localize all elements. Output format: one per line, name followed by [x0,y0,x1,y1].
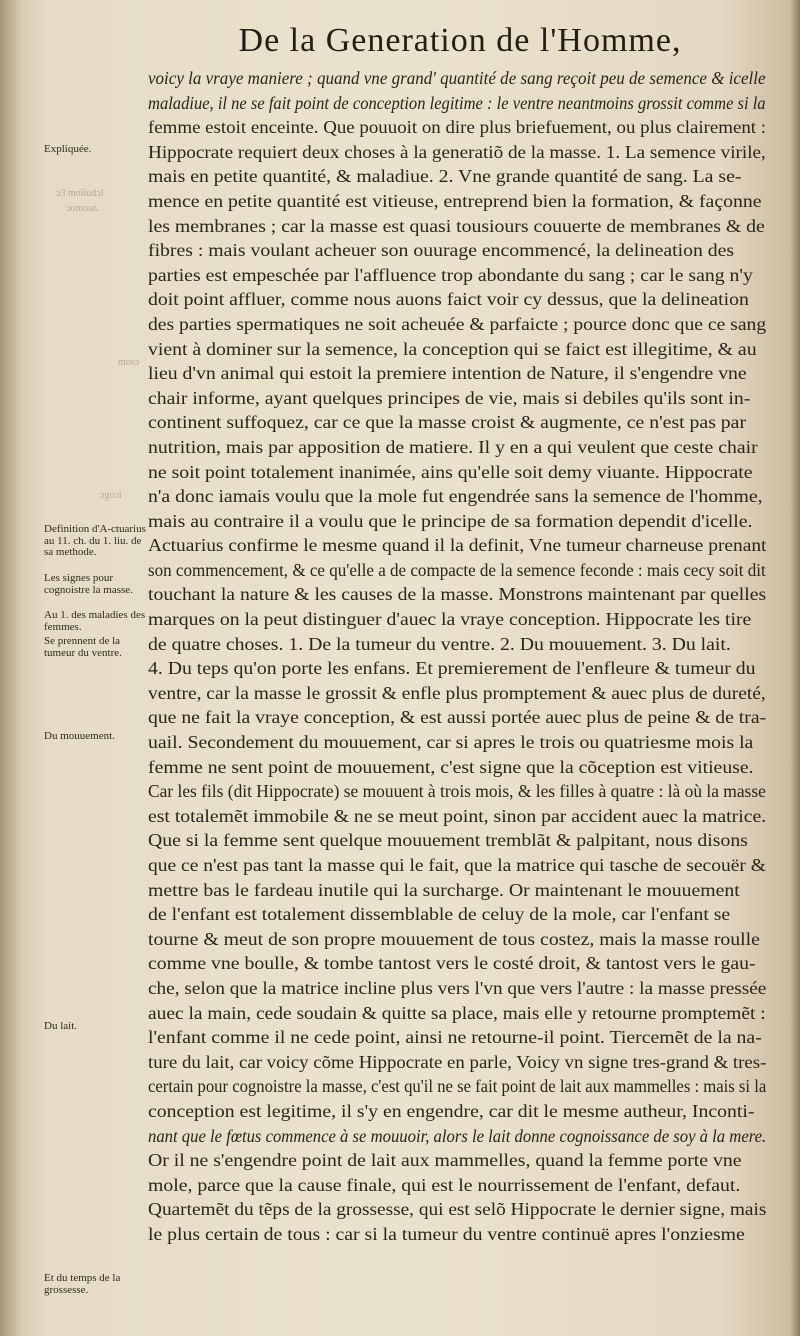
text-line: certain pour cognoistre la masse, c'est qu'il ne se fait point de lait aux mammelles : mais si la [148,1076,766,1097]
text-line: marques on la peut distinguer d'auec la vraye conception. Hippocrate les tire [148,609,752,630]
bleed-through-mark: ɔgoɔl [100,490,122,501]
text-line: femme estoit enceinte. Que pouuoit on dire plus briefuement, ou plus clairement : [148,117,767,138]
text-line: maladiue, il ne se fait point de conception legitime : le ventre neantmoins grossit comme si la [148,92,766,113]
margin-note-mouuement: Du mouuement. [44,730,115,742]
running-title: De la Generation de l'Homme, [238,22,682,59]
body-text [148,66,766,1247]
text-line: Quartemẽt du tẽps de la grossesse, qui est selõ Hippocrate le dernier signe, mais [148,1199,767,1220]
text-line: parties est empeschée par l'affluence trop abondante du sang ; car le sang n'y [148,264,753,285]
text-line: que ce n'est pas tant la masse qui le fait, que la matrice qui tasche de secouër & [148,855,766,875]
text-line: chair informe, ayant quelques principes de vie, mais si debiles qu'ils sont in- [148,387,751,408]
text-line: Car les fils (dit Hippocrate) se mouuent à trois mois, & les filles à quatre : là où la masse [148,781,766,802]
margin-note-signes: Les signes pour cognoistre la masse. [44,572,133,596]
text-line: uail. Secondement du mouuement, car si apres le trois ou quatriesme mois la [148,732,754,753]
margin-note-definition: Definition d'A-ctuarius au 11. ch. du 1. liu. de sa methode. [44,523,146,558]
text-line: lieu d'vn animal qui estoit la premiere intention de Nature, il s'engendre vne [148,363,747,384]
text-line: conception est legitime, il s'y en engendre, car dit le mesme autheur, Inconti- [148,1100,755,1121]
text-line: Actuarius confirme le mesme quand il la definit, Vne tumeur charneuse prenant [148,535,767,556]
text-line: femme ne sent point de mouuement, c'est signe que la cõception est vitieuse. [148,756,754,777]
text-line: que ne fait la vraye conception, & est aussi portée auec plus de peine & de tra- [148,707,767,728]
margin-notes [0,0,150,1336]
text-line: n'a donc iamais voulu que la mole fut engendrée sans la semence de l'homme, [148,486,763,507]
text-line: vient à dominer sur la semence, la conception qui se faict est illegitime, & au [148,338,757,359]
margin-note-temps: Et du temps de la grossesse. [44,1272,121,1296]
text-line: mettre bas le fardeau inutile qui la surcharge. Or maintenant le mouuement [148,879,740,900]
text-line: nutrition, mais par apposition de matiere. Il y en a qui veulent que ceste chair [148,436,758,457]
text-line: est totalemẽt immobile & ne se meut point, sinon par accident auec la matrice. [148,805,767,826]
text-line: che, selon que la matrice incline plus vers l'vn que vers l'autre : la masse pressée [148,977,767,998]
text-line: les membranes ; car la masse est quasi tousiours couuerte de membranes & de [148,215,765,236]
margin-note-maladies: Au 1. des maladies des femmes. [44,609,146,633]
text-line: mais en petite quantité, & maladiue. 2. Vne grande quantité de sang. La se- [148,166,742,187]
text-line: continent suffoquez, car ce que la masse croist & augmente, ce n'est pas par [148,412,747,433]
text-line: de quatre choses. 1. De la tumeur du ventre. 2. Du mouuement. 3. Du lait. [148,633,731,654]
text-line: Hippocrate requiert deux choses à la generatiõ de la masse. 1. La semence virile, [148,141,766,162]
text-line: mence en petite quantité est vitieuse, entreprend bien la formation, & façonne [148,190,762,211]
text-line: tourne & meut de son propre mouuement de tous costez, mais la masse roulle [148,928,760,949]
text-line: 4. Du teps qu'on porte les enfans. Et premierement de l'enfleure & tumeur du [148,658,756,679]
text-line: doit point affluer, comme nous auons faict voir cy dessus, que la delineation [148,289,749,310]
text-line: voicy la vraye maniere ; quand vne grand' quantité de sang reçoit peu de semence & icelle [148,68,766,88]
text-line: Or il ne s'engendre point de lait aux mammelles, quand la femme porte vne [148,1150,742,1171]
bleed-through-mark: mosɔ [118,357,140,368]
text-line: fibres : mais voulant acheuer son ouurage encommencé, la delineation des [148,240,735,261]
text-line: l'enfant comme il ne cede point, ainsi ne retourne-il point. Tiercemẽt de la na- [148,1027,762,1048]
text-line: le plus certain de tous : car si la tumeur du ventre continuë apres l'onziesme [148,1223,745,1244]
text-line: nant que le fœtus commence à se mouuoir, alors le lait donne cognoissance de soy à la mere. [148,1125,766,1146]
text-line: de l'enfant est totalement dissemblable de celuy de la mole, car l'enfant se [148,904,731,925]
margin-note-expliquee: Expliquée. [44,143,92,155]
bleed-through-mark: ɔomosn. [66,203,100,214]
text-line: touchant la nature & les causes de la masse. Monstrons maintenant par quelles [148,584,767,605]
text-line: comme vne boulle, & tombe tantost vers le costé droit, & tantost vers le gau- [148,953,756,974]
text-line: ture du lait, car voicy cõme Hippocrate en parle, Voicy vn signe tres-grand & tres- [148,1051,767,1072]
text-line: des parties spermatiques ne soit acheuée & parfaicte ; pource donc que ce sang [148,313,767,334]
bleed-through-mark: ɔ3 moiiudɔl [56,188,104,199]
margin-note-lait: Du lait. [44,1020,77,1032]
margin-note-tumeur: Se prennent de la tumeur du ventre. [44,635,122,659]
text-line: auec la main, cede soudain & quitte sa place, mais elle y retourne promptemẽt : [148,1002,766,1023]
text-line: mais au contraire il a voulu que le principe de sa formation dependit d'icelle. [148,510,753,531]
text-line: mole, parce que la cause finale, qui est le nourrissement de l'enfant, defaut. [148,1174,741,1195]
text-line: ne soit point totalement inanimée, ains qu'elle soit demy viuante. Hippocrate [148,461,753,482]
text-line: ventre, car la masse le grossit & enfle plus promptement & auec plus de dureté, [148,682,766,703]
text-line: Que si la femme sent quelque mouuement tremblãt & palpitant, nous disons [148,830,748,851]
text-line: son commencement, & ce qu'elle a de compacte de la semence feconde : mais cecy soit dit [148,559,766,580]
